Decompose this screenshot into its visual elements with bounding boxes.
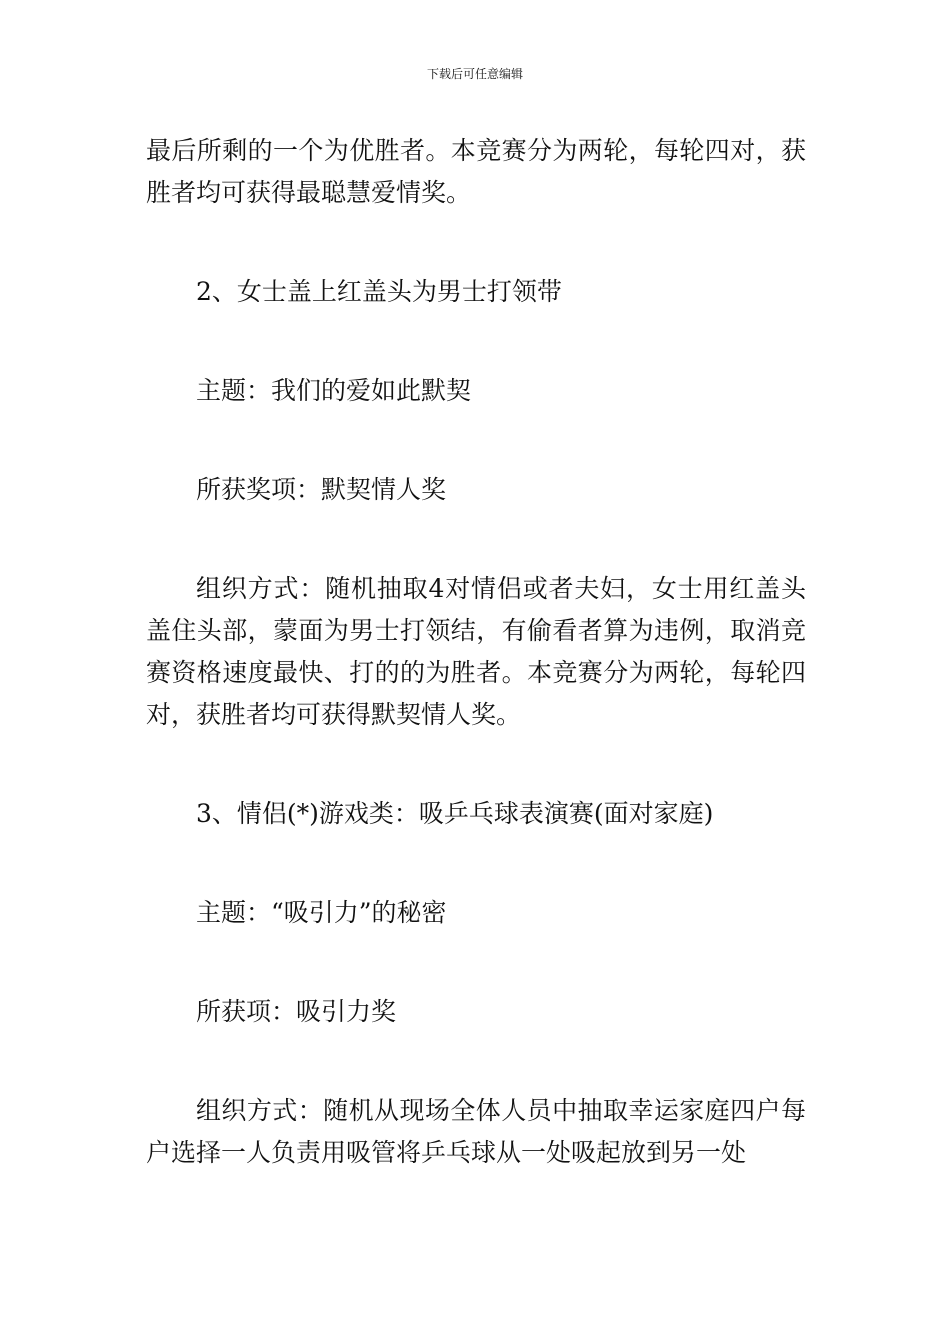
section-heading-2: 2、女士盖上红盖头为男士打领带 <box>196 277 562 306</box>
document-body <box>146 130 806 1174</box>
section-heading-3: 3、情侣(*)游戏类：吸乒乓球表演赛(面对家庭) <box>196 799 714 828</box>
organization-paragraph-2: 组织方式：随机抽取4对情侣或者夫妇，女士用红盖头盖住头部，蒙面为男士打领结，有偷看者算为违例，取消竞赛资格速度最快、打的的为胜者。本竞赛分为两轮，每轮四对，获胜者均可获得默契情人奖。 <box>146 574 806 729</box>
theme-line-2: 主题：我们的爱如此默契 <box>196 376 472 405</box>
award-line-3: 所获项：吸引力奖 <box>196 997 397 1026</box>
award-line-2: 所获奖项：默契情人奖 <box>196 475 447 504</box>
organization-paragraph-3: 组织方式：随机从现场全体人员中抽取幸运家庭四户每户选择一人负责用吸管将乒乓球从一处吸起放到另一处 <box>146 1096 806 1167</box>
theme-line-3: 主题：“吸引力”的秘密 <box>196 898 447 927</box>
page-header: 下载后可任意编辑 <box>426 67 523 81</box>
paragraph-continuation: 最后所剩的一个为优胜者。本竞赛分为两轮，每轮四对，获胜者均可获得最聪慧爱情奖。 <box>146 136 806 207</box>
